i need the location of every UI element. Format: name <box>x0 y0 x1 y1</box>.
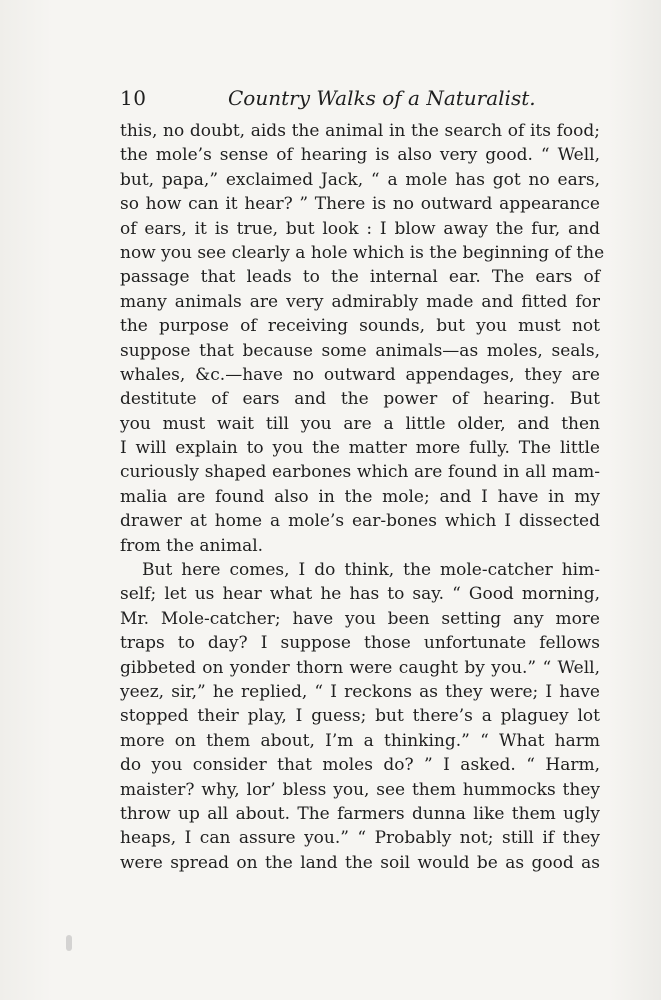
text-line: throw up all about. The farmers dunna like them ugly <box>120 803 600 824</box>
text-line: passage that leads to the internal ear. The ears of <box>120 267 600 288</box>
text-line: but, papa,” exclaimed Jack, “ a mole has got no ears, <box>120 169 600 190</box>
text-line: destitute of ears and the power of hearing. But <box>120 389 600 410</box>
text-line: yeez, sir,” he replied, “ I reckons as they were; I have <box>120 681 600 702</box>
text-line: curiously shaped earbones which are found in all mam- <box>120 462 600 483</box>
text-line: maister? why, lor’ bless you, see them hummocks they <box>120 779 600 800</box>
text-line: so how can it hear? ” There is no outward appearance <box>120 194 600 215</box>
text-line: were spread on the land the soil would be as good as <box>120 852 600 873</box>
text-line: I will explain to you the matter more fully. The little <box>120 438 600 459</box>
text-line: malia are found also in the mole; and I have in my <box>120 486 600 507</box>
text-line: whales, &c.—have no outward appendages, they are <box>120 364 600 385</box>
body-text <box>120 119 605 875</box>
text-line: gibbeted on yonder thorn were caught by you.” “ Well, <box>120 657 600 678</box>
text-line: you must wait till you are a little older, and then <box>120 413 600 434</box>
text-line: the purpose of receiving sounds, but you must not <box>120 316 600 337</box>
text-line: drawer at home a mole’s ear-bones which I dissected <box>120 511 600 532</box>
paper-blemish <box>66 935 72 951</box>
text-line: heaps, I can assure you.” “ Probably not; still if they <box>120 828 600 849</box>
text-line: more on them about, I’m a thinking.” “ What harm <box>120 730 600 751</box>
text-line: from the animal. <box>120 535 264 556</box>
paragraph-1 <box>120 119 605 558</box>
text-line: many animals are very admirably made and fitted for <box>120 291 600 312</box>
text-line: traps to day? I suppose those unfortunate fellows <box>120 633 600 654</box>
text-line: Mr. Mole-catcher; have you been setting any more <box>120 608 600 629</box>
text-line: of ears, it is true, but look : I blow away the fur, and <box>120 218 600 239</box>
running-title: Country Walks of a Naturalist. <box>228 86 536 110</box>
page-number: 10 <box>120 86 147 110</box>
text-line: self; let us hear what he has to say. “ Good morning, <box>120 584 600 605</box>
text-line: stopped their play, I guess; but there’s a plaguey lot <box>120 706 600 727</box>
text-line: the mole’s sense of hearing is also very good. “ Well, <box>120 145 600 166</box>
text-line: now you see clearly a hole which is the beginning of the <box>120 242 605 263</box>
text-line: But here comes, I do think, the mole-catcher him- <box>142 560 600 581</box>
page-header <box>120 86 600 116</box>
text-line: this, no doubt, aids the animal in the search of its food; <box>120 121 600 141</box>
text-line: suppose that because some animals—as moles, seals, <box>120 340 600 361</box>
paragraph-2 <box>120 558 600 875</box>
text-line: do you consider that moles do? ” I asked. “ Harm, <box>120 755 600 776</box>
